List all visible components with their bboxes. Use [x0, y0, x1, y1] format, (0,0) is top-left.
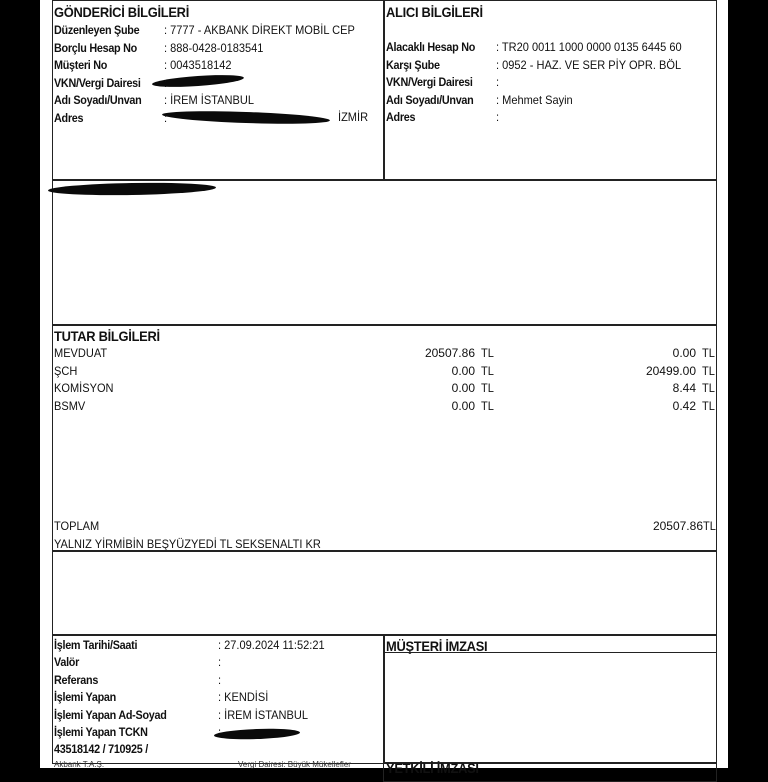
- amount-row-debit: 0.00: [451, 398, 475, 413]
- sender-row-label: VKN/Vergi Dairesi: [54, 75, 141, 90]
- receiver-info-box: [383, 0, 717, 181]
- transaction-row-label: İşlemi Yapan Ad-Soyad: [54, 707, 167, 722]
- receiver-row-value: :: [496, 75, 500, 89]
- receiver-row-label: VKN/Vergi Dairesi: [386, 75, 473, 89]
- transaction-row-value: :: [218, 725, 222, 739]
- amount-in-words: YALNIZ YİRMİBİN BEŞYÜZYEDİ TL SEKSENALTI KR: [54, 537, 321, 551]
- customer-no-line: 43518142 / 710925 /: [54, 742, 148, 756]
- amount-row-debit-currency: TL: [481, 381, 494, 395]
- receiver-row-label: Adı Soyadı/Unvan: [386, 92, 474, 107]
- amount-row-credit: 0.00: [672, 346, 696, 360]
- amount-row-credit: 8.44: [672, 381, 696, 395]
- receipt-page: [40, 0, 728, 776]
- sender-row-value: :: [164, 75, 168, 90]
- amount-row-label: KOMİSYON: [54, 381, 114, 395]
- sender-row-label: Düzenleyen Şube: [54, 23, 140, 37]
- receiver-row-label: Alacaklı Hesap No: [386, 40, 476, 54]
- amount-row-label: MEVDUAT: [54, 346, 108, 360]
- transaction-row-label: İşlemi Yapan: [54, 690, 117, 705]
- transaction-row-label: İşlem Tarihi/Saati: [54, 638, 138, 652]
- amount-row-label: BSMV: [54, 398, 86, 413]
- sender-row-value: : 0043518142: [164, 58, 232, 72]
- receiver-row-label: Adres: [386, 110, 416, 124]
- receiver-title: ALICI BİLGİLERİ: [386, 4, 483, 20]
- amounts-title: TUTAR BİLGİLERİ: [54, 328, 160, 344]
- amount-row-debit: 0.00: [451, 381, 475, 395]
- sender-row-value: : 888-0428-0183541: [164, 40, 264, 55]
- sender-title: GÖNDERİCİ BİLGİLERİ: [54, 4, 190, 20]
- sender-row-label: Adres: [54, 110, 84, 125]
- total-value: 20507.86: [652, 519, 703, 533]
- amount-row-credit-currency: TL: [702, 398, 715, 413]
- footer-tax-office: Vergi Dairesi: Büyük Mükellefler: [238, 760, 351, 769]
- receiver-row-value: :: [496, 110, 500, 124]
- transaction-row-value: : İREM İSTANBUL: [218, 707, 308, 722]
- amount-row-debit-currency: TL: [481, 346, 494, 360]
- customer-signature-divider: [383, 652, 717, 653]
- transaction-row-value: :: [218, 655, 222, 670]
- amount-row-debit-currency: TL: [481, 398, 494, 413]
- amount-row-debit-currency: TL: [481, 363, 494, 378]
- total-label: TOPLAM: [54, 519, 100, 533]
- transaction-row-value: : KENDİSİ: [218, 690, 269, 705]
- sender-row-label: Borçlu Hesap No: [54, 40, 137, 55]
- amount-row-credit-currency: TL: [702, 381, 715, 395]
- customer-signature-title: MÜŞTERİ İMZASI: [386, 638, 488, 654]
- amount-row-label: ŞCH: [54, 363, 78, 378]
- transaction-row-value: :: [218, 672, 222, 687]
- authorized-signature-title: YETKİLİ İMZASI: [386, 760, 479, 776]
- amount-row-credit: 20499.00: [645, 363, 696, 378]
- receiver-row-value: : TR20 0011 1000 0000 0135 6445 60: [496, 40, 682, 54]
- amount-row-credit-currency: TL: [702, 363, 715, 378]
- transaction-row-label: Referans: [54, 672, 99, 687]
- sender-row-label: Adı Soyadı/Unvan: [54, 93, 142, 107]
- sender-row-value: : 7777 - AKBANK DİREKT MOBİL CEP: [164, 23, 355, 37]
- sender-row-value: :: [164, 110, 168, 125]
- amount-row-debit: 0.00: [451, 363, 475, 378]
- description-box: [52, 179, 717, 326]
- transaction-row-value: : 27.09.2024 11:52:21: [218, 638, 325, 652]
- amount-row-credit: 0.42: [672, 398, 696, 413]
- footer-company: Akbank T.A.Ş.: [54, 760, 105, 769]
- amount-row-credit-currency: TL: [702, 346, 715, 360]
- notes-box: [52, 550, 717, 636]
- transaction-row-label: İşlemi Yapan TCKN: [54, 725, 148, 739]
- receiver-row-value: : Mehmet Sayin: [496, 92, 573, 107]
- receiver-row-value: : 0952 - HAZ. VE SER PİY OPR. BÖL: [496, 57, 682, 72]
- receiver-row-label: Karşı Şube: [386, 57, 440, 72]
- transaction-row-label: Valör: [54, 655, 80, 670]
- sender-row-value: : İREM İSTANBUL: [164, 93, 254, 107]
- total-currency: TL: [703, 519, 716, 533]
- sender-row-label: Müşteri No: [54, 58, 108, 72]
- amount-row-debit: 20507.86: [424, 346, 475, 360]
- sender-address-city: İZMİR: [338, 110, 369, 124]
